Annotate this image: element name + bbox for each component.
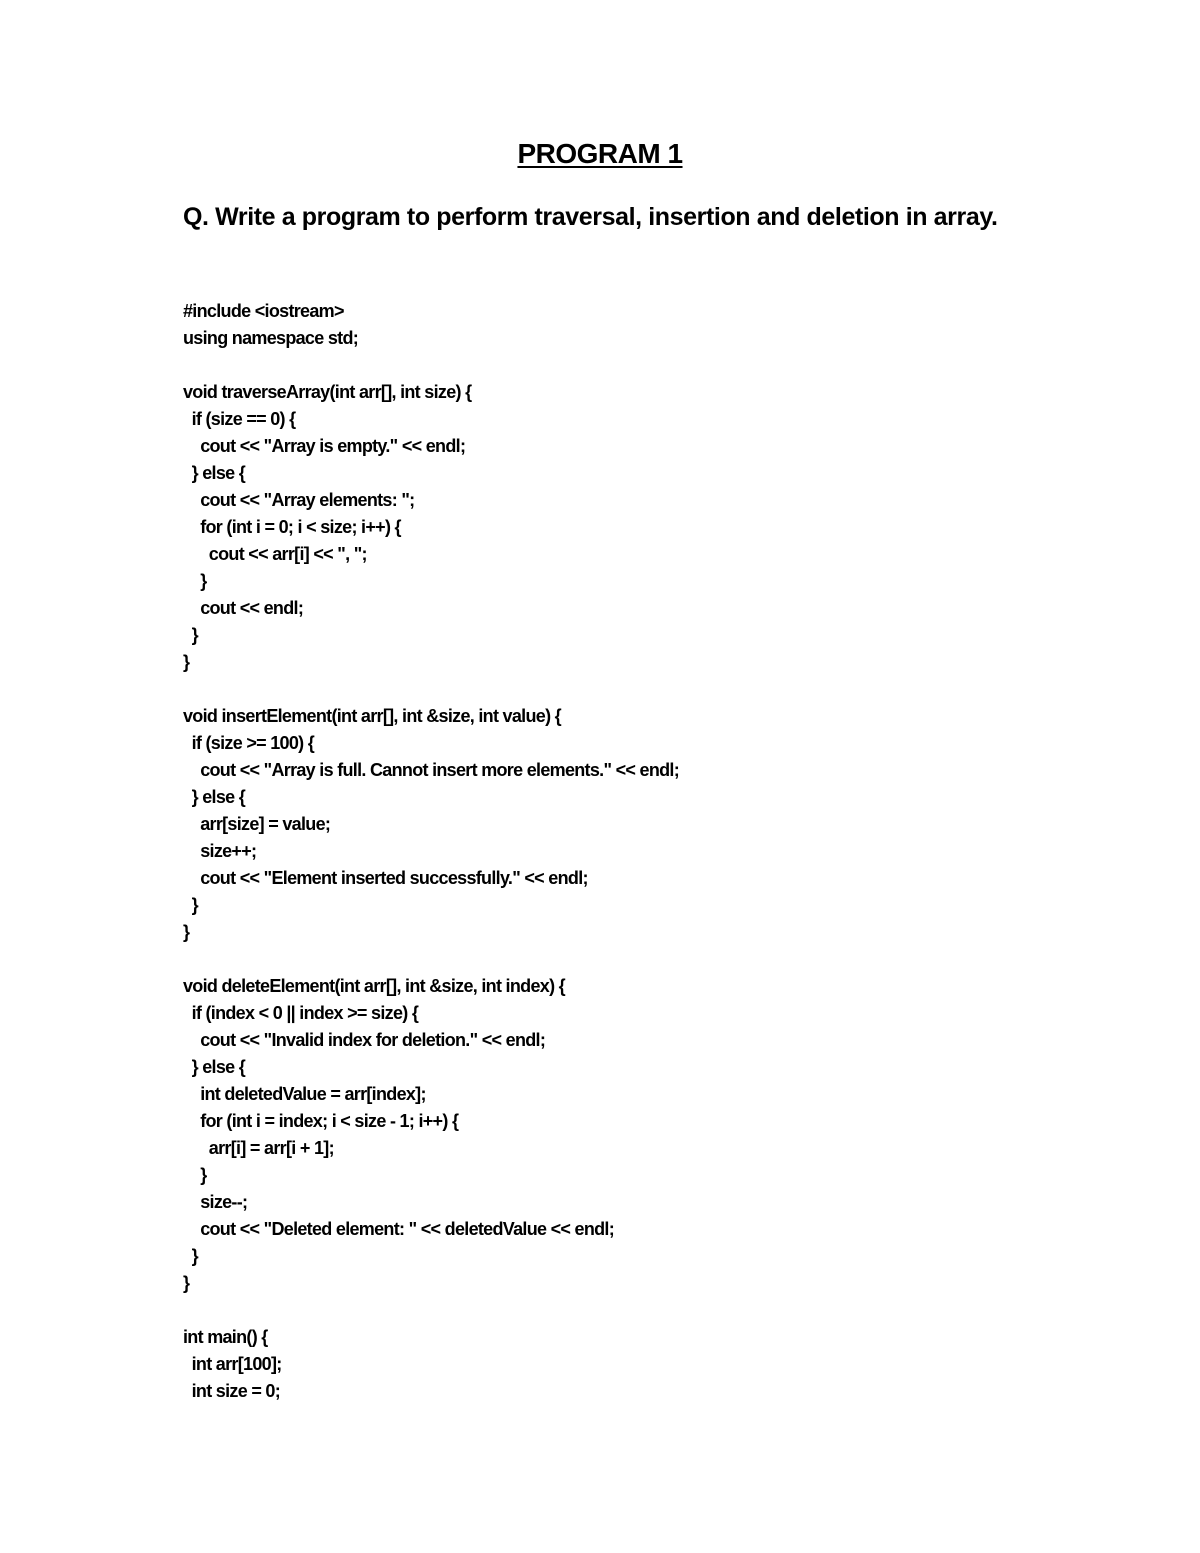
question-text: Q. Write a program to perform traversal, insertion and deletion in array. bbox=[183, 203, 998, 231]
page-title bbox=[0, 136, 1200, 172]
page-title-text: PROGRAM 1 bbox=[517, 138, 683, 169]
code-listing: #include <iostream> using namespace std; void traverseArray(int arr[], int size) { if (size == 0) { cout << "Array is empty." << endl; } else { cout << "Array elements: "; for (int i = 0; i < size; i++) { cout << arr[i] << ", "; } cout << endl; } } void insertElement(int arr[], int &size, int value) { if (size >= 100) { cout << "Array is full. Cannot insert more elements." << endl; } else { arr[size] = value; size++; cout << "Element inserted successfully." << endl; } } void deleteElement(int arr[], int &size, int index) { if (index < 0 || index >= size) { cout << "Invalid index for deletion." << endl; } else { int deletedValue = arr[index]; for (int i = index; i < size - 1; i++) { arr[i] = arr[i + 1]; } size--; cout << "Deleted element: " << deletedValue << endl; } } int main() { int arr[100]; int size = 0; bbox=[183, 301, 680, 1401]
